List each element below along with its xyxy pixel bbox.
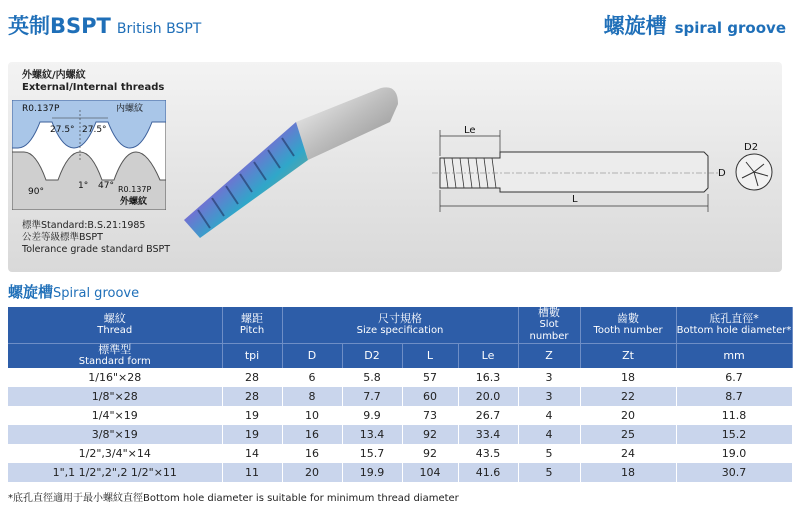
- cell-d: 6: [282, 368, 342, 387]
- table-row: [8, 406, 792, 425]
- cell-thread: 1/16"×28: [8, 368, 222, 387]
- col-tpi: tpi: [222, 344, 282, 369]
- cell-thread: 1/8"×28: [8, 387, 222, 406]
- cell-z: 3: [518, 387, 580, 406]
- cell-d2: 15.7: [342, 444, 402, 463]
- col-zt: Zt: [580, 344, 676, 369]
- spec-table: [8, 307, 793, 482]
- cell-tpi: 11: [222, 463, 282, 482]
- table-row: [8, 387, 792, 406]
- cell-zt: 22: [580, 387, 676, 406]
- standard-notes: [22, 220, 170, 256]
- col-mm: mm: [676, 344, 792, 369]
- header-right-en: spiral groove: [674, 19, 786, 37]
- table-row: [8, 425, 792, 444]
- section-title: [8, 281, 139, 302]
- cell-z: 4: [518, 406, 580, 425]
- label-internal: 内螺紋: [116, 104, 144, 114]
- cell-d: 8: [282, 387, 342, 406]
- thread-title-en: External/Internal threads: [22, 82, 165, 93]
- cell-zt: 20: [580, 406, 676, 425]
- cell-l: 57: [402, 368, 458, 387]
- footnote: *底孔直徑適用于最小螺紋直徑Bottom hole diameter is suitable for minimum thread diameter: [8, 493, 459, 504]
- table-row: [8, 368, 792, 387]
- label-r-bottom: R0.137P: [118, 185, 152, 194]
- cell-d2: 9.9: [342, 406, 402, 425]
- header-left-en: British BSPT: [116, 21, 202, 37]
- label-angle-right: 27.5°: [82, 125, 107, 135]
- cell-mm: 11.8: [676, 406, 792, 425]
- cell-zt: 24: [580, 444, 676, 463]
- cell-d2: 19.9: [342, 463, 402, 482]
- illustration-panel: [8, 62, 782, 272]
- cell-d: 10: [282, 406, 342, 425]
- dim-le: Le: [464, 125, 476, 136]
- cell-l: 73: [402, 406, 458, 425]
- col-z: Z: [518, 344, 580, 369]
- cell-mm: 19.0: [676, 444, 792, 463]
- col-bottom-hole: 底孔直徑* Bottom hole diameter*: [676, 307, 792, 344]
- dim-d: D: [718, 168, 726, 179]
- cell-z: 5: [518, 463, 580, 482]
- cell-l: 92: [402, 444, 458, 463]
- cell-le: 20.0: [458, 387, 518, 406]
- cell-le: 33.4: [458, 425, 518, 444]
- label-1deg: 1°: [78, 181, 89, 191]
- thread-diagram-title: [22, 70, 172, 94]
- cell-mm: 15.2: [676, 425, 792, 444]
- dim-d2: D2: [744, 142, 759, 153]
- cell-mm: 8.7: [676, 387, 792, 406]
- cell-d2: 7.7: [342, 387, 402, 406]
- cell-z: 4: [518, 425, 580, 444]
- thread-title-cn: 外螺紋/内螺紋: [22, 70, 86, 81]
- standard-line1: 標準Standard:B.S.21:1985: [22, 220, 146, 231]
- col-size-spec: 尺寸規格 Size specification: [282, 307, 518, 344]
- label-90deg: 90°: [28, 187, 44, 197]
- cell-tpi: 19: [222, 406, 282, 425]
- col-thread: 螺紋 Thread: [8, 307, 222, 344]
- header-left-cn: 英制BSPT: [8, 14, 111, 38]
- table-header-row-2: [8, 344, 792, 369]
- cell-thread: 1/4"×19: [8, 406, 222, 425]
- cell-l: 92: [402, 425, 458, 444]
- cell-d2: 5.8: [342, 368, 402, 387]
- label-angle-left: 27.5°: [50, 125, 75, 135]
- cell-d: 16: [282, 444, 342, 463]
- cell-z: 5: [518, 444, 580, 463]
- cell-tpi: 28: [222, 368, 282, 387]
- thread-mill-tool-image: [176, 70, 406, 240]
- header-right: [604, 10, 786, 40]
- cell-le: 26.7: [458, 406, 518, 425]
- standard-line2: 公差等級標準BSPT: [22, 232, 103, 243]
- section-title-en: Spiral groove: [53, 286, 140, 301]
- table-row: [8, 444, 792, 463]
- label-external: 外螺紋: [120, 197, 148, 207]
- cell-zt: 18: [580, 368, 676, 387]
- cell-le: 41.6: [458, 463, 518, 482]
- cell-d: 16: [282, 425, 342, 444]
- cell-thread: 1",1 1/2",2",2 1/2"×11: [8, 463, 222, 482]
- cell-d: 20: [282, 463, 342, 482]
- cell-zt: 25: [580, 425, 676, 444]
- col-d2: D2: [342, 344, 402, 369]
- col-slot-number: 槽數 Slot number: [518, 307, 580, 344]
- cell-tpi: 19: [222, 425, 282, 444]
- cell-mm: 6.7: [676, 368, 792, 387]
- cell-thread: 3/8"×19: [8, 425, 222, 444]
- label-47deg: 47°: [98, 181, 114, 191]
- cell-tpi: 28: [222, 387, 282, 406]
- cell-tpi: 14: [222, 444, 282, 463]
- cell-mm: 30.7: [676, 463, 792, 482]
- col-l: L: [402, 344, 458, 369]
- cell-zt: 18: [580, 463, 676, 482]
- cell-le: 43.5: [458, 444, 518, 463]
- table-row: [8, 463, 792, 482]
- header-right-cn: 螺旋槽: [603, 14, 667, 38]
- dim-l: L: [572, 194, 578, 205]
- table-header-row-1: [8, 307, 792, 344]
- thread-profile-diagram: [12, 100, 166, 210]
- section-title-cn: 螺旋槽: [8, 283, 54, 301]
- header-left: [8, 10, 201, 40]
- cell-le: 16.3: [458, 368, 518, 387]
- col-pitch: 螺距 Pitch: [222, 307, 282, 344]
- cell-z: 3: [518, 368, 580, 387]
- cell-thread: 1/2",3/4"×14: [8, 444, 222, 463]
- cell-l: 104: [402, 463, 458, 482]
- cell-d2: 13.4: [342, 425, 402, 444]
- col-tooth-number: 齒數 Tooth number: [580, 307, 676, 344]
- standard-line3: Tolerance grade standard BSPT: [22, 244, 171, 255]
- col-d: D: [282, 344, 342, 369]
- tool-dimension-drawing: [428, 120, 778, 220]
- col-le: Le: [458, 344, 518, 369]
- col-standard-form: 標準型 Standard form: [8, 344, 222, 369]
- label-r-top: R0.137P: [22, 104, 60, 114]
- cell-l: 60: [402, 387, 458, 406]
